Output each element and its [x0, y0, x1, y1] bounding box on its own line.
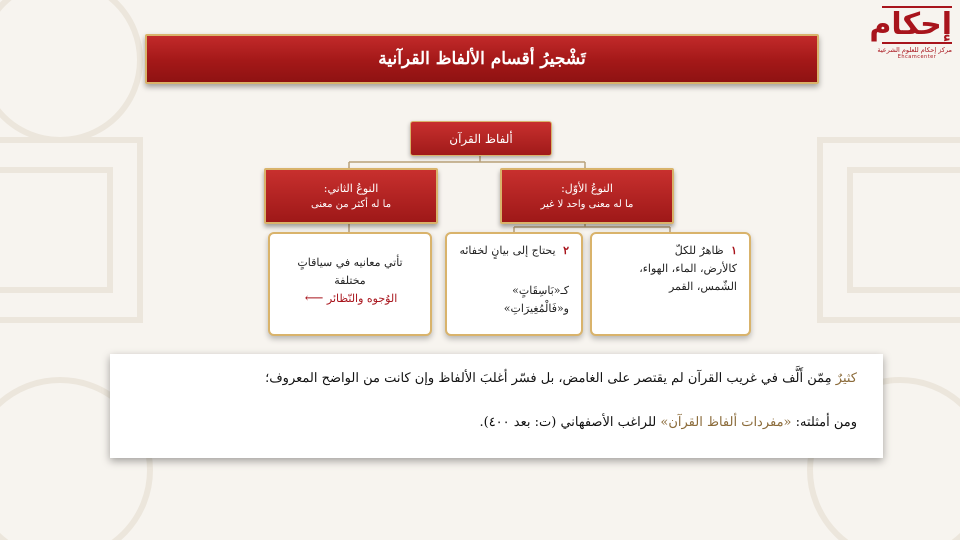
logo-subtitle-en: Ehcamcenter [897, 54, 937, 60]
note-line-2-prefix: ومن أمثلته: [795, 415, 857, 430]
leaf-first-number: ١ [731, 244, 737, 257]
branch-first-title: النوعُ الأوّل: [561, 181, 613, 195]
leaf-second-text: تأتي معانيه في سياقاتٍ مختلفة [297, 256, 403, 287]
logo-mark: إحكام [869, 7, 952, 42]
page-title: تَشْجيرُ أقسام الألفاظ القرآنية [145, 34, 819, 84]
note-line-1-prefix: كثيرٌ [835, 371, 857, 386]
branch-second-type [264, 168, 438, 224]
note-book-title: «مفردات ألفاظ القرآن» [660, 415, 792, 430]
leaf-middle-number: ٢ [563, 244, 569, 257]
tree-root: ألفاظ القرآن [410, 121, 552, 156]
leaf-first-apparent [590, 232, 751, 336]
leaf-middle-needs-explanation [445, 232, 583, 336]
leaf-middle-examples: كـ«بَاسِقَاتٍ» و«فَالْمُغِيرَاتِ» [503, 284, 569, 315]
note-line-2-text: للراغب الأصفهاني (ت: بعد ٤٠٠). [479, 415, 657, 430]
leaf-first-heading: ظاهرٌ للكلّ [674, 244, 724, 257]
branch-second-desc: ما له أكثر من معنى [310, 198, 392, 210]
arrow-icon: ⟵ [304, 291, 324, 306]
branch-second-title: النوعُ الثاني: [323, 181, 379, 195]
logo-subtitle: مركز إحكام للعلوم الشرعية [877, 46, 952, 54]
leaf-second-label: الوُجوه والنّظائر [326, 292, 398, 305]
leaf-second-contexts [268, 232, 432, 336]
branch-first-desc: ما له معنى واحد لا غير [540, 198, 634, 210]
leaf-middle-heading: يحتاج إلى بيانٍ لخفائه [459, 244, 556, 257]
branch-first-type [500, 168, 674, 224]
note-line-1-text: مِمّن أَلَّف في غريب القرآن لم يقتصر على الغامض، بل فسّر أغلبَ الألفاظ وإن كانت من الواضح المعروف؛ [265, 371, 832, 386]
note-line-1 [136, 368, 857, 390]
logo [869, 6, 952, 62]
leaf-first-examples: كالأرض، الماء، الهواء، الشّمس، القمر [639, 262, 737, 293]
note-line-2 [136, 412, 857, 434]
note-box [110, 354, 883, 458]
